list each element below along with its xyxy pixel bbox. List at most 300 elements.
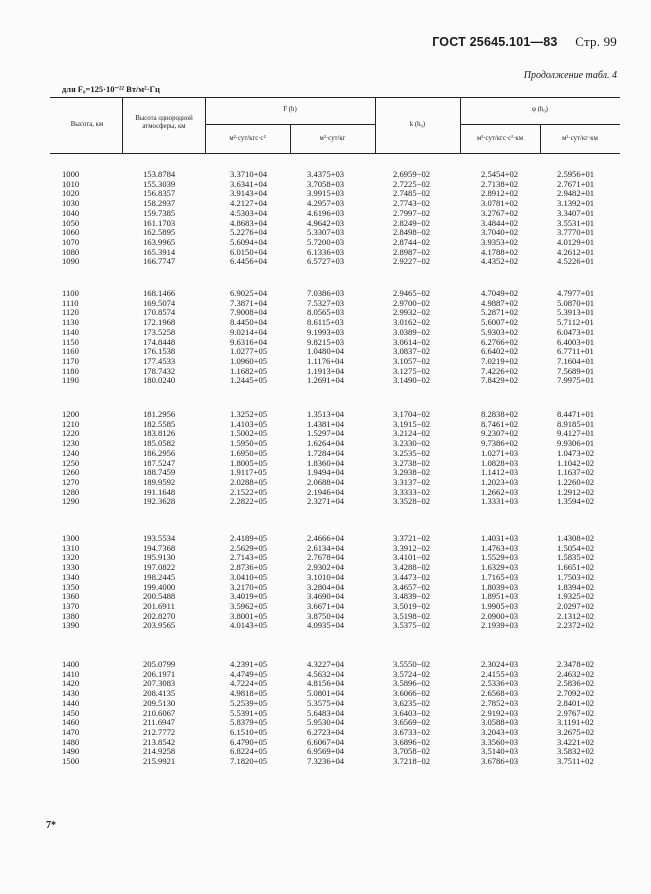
cell-phi-value-1: 2.6568+03 [481, 688, 519, 699]
cell-altitude: 1440 [62, 697, 80, 708]
cell-phi-value-2: 1.1637+02 [557, 467, 595, 478]
page-number: Стр. 99 [575, 34, 617, 49]
cell-k-value: 2.9700−02 [393, 297, 431, 308]
cell-pressure-height: 182.5585 [143, 418, 176, 429]
cell-k-value: 3.4473−02 [393, 571, 431, 582]
cell-f-value-2: 7.3236+04 [307, 756, 345, 766]
page-header [432, 34, 617, 50]
cell-pressure-height: 163.9965 [143, 236, 176, 247]
cell-pressure-height: 189.9592 [143, 476, 176, 487]
cell-phi-value-2: 9.4127+01 [557, 428, 595, 439]
cell-pressure-height: 198.2445 [143, 571, 176, 582]
cell-phi-value-1: 5.6007+02 [481, 317, 519, 328]
cell-f-value-1: 3.8001+05 [230, 610, 268, 621]
cell-phi-value-2: 2.5956+01 [557, 169, 595, 179]
cell-phi-value-2: 9.9306+01 [557, 438, 595, 449]
cell-phi-value-2: 2.0297+02 [557, 600, 595, 611]
cell-f-value-2: 1.5297+04 [307, 428, 345, 439]
cell-altitude: 1290 [62, 496, 80, 507]
cell-altitude: 1130 [62, 317, 79, 328]
cell-f-value-1: 3.4019+05 [230, 591, 268, 602]
cell-f-value-1: 5.2539+05 [230, 697, 268, 708]
cell-f-value-1: 4.2127+04 [230, 198, 268, 209]
cell-pressure-height: 186.2956 [143, 447, 176, 458]
cell-phi-value-2: 4.7977+01 [557, 288, 595, 298]
cell-pressure-height: 176.1538 [143, 346, 176, 357]
cell-k-value: 3.6733−02 [393, 726, 431, 737]
cell-k-value: 3.6896−02 [393, 736, 431, 747]
cell-pressure-height: 200.5488 [143, 591, 176, 602]
cell-k-value: 3.4657−02 [393, 581, 431, 592]
cell-f-value-1: 1.4103+05 [230, 418, 268, 429]
cell-phi-value-2: 2.3478+02 [557, 659, 595, 669]
cell-pressure-height: 172.1968 [143, 317, 176, 328]
cell-phi-value-1: 4.4352+02 [481, 256, 519, 267]
cell-k-value: 3.2124−02 [393, 428, 431, 439]
cell-f-value-1: 5.8379+05 [230, 717, 268, 728]
cell-phi-value-1: 9.2307+02 [481, 428, 519, 439]
cell-k-value: 3.0389−02 [393, 326, 431, 337]
cell-phi-value-2: 7.1604+01 [557, 355, 595, 366]
cell-altitude: 1140 [62, 326, 79, 337]
cell-phi-value-1: 3.0588+03 [481, 717, 519, 728]
cell-f-value-2: 6.2723+04 [307, 726, 345, 737]
cell-f-value-2: 1.1176+04 [307, 355, 344, 366]
cell-altitude: 1220 [62, 428, 80, 439]
cell-phi-value-1: 1.2023+03 [481, 476, 519, 487]
col-phi-group: φ (h₀) [532, 106, 548, 113]
cell-altitude: 1190 [62, 375, 79, 386]
cell-phi-value-1: 2.7852+03 [481, 697, 519, 708]
cell-pressure-height: 192.3628 [143, 496, 176, 507]
cell-altitude: 1100 [62, 288, 79, 298]
cell-f-value-2: 4.5632+04 [307, 668, 345, 679]
cell-altitude: 1420 [62, 678, 80, 689]
cell-f-value-2: 2.4666+04 [307, 533, 345, 543]
cell-phi-value-2: 2.7671+01 [557, 178, 595, 189]
cell-f-value-2: 2.1946+04 [307, 486, 345, 497]
cell-pressure-height: 209.5130 [143, 697, 176, 708]
cell-altitude: 1410 [62, 668, 80, 679]
cell-altitude: 1280 [62, 486, 80, 497]
cell-f-value-1: 1.9117+05 [230, 467, 267, 478]
cell-phi-value-1: 1.0271+03 [481, 447, 519, 458]
cell-phi-value-1: 2.0900+03 [481, 610, 519, 621]
cell-f-value-1: 1.5002+05 [230, 428, 268, 439]
cell-altitude: 1160 [62, 346, 79, 357]
cell-f-value-1: 5.2276+04 [230, 227, 268, 238]
cell-phi-value-1: 3.5140+03 [481, 746, 519, 757]
cell-phi-value-1: 5.2871+02 [481, 307, 519, 318]
cell-f-value-2: 4.3227+04 [307, 659, 345, 669]
cell-f-value-2: 1.8360+04 [307, 457, 345, 468]
cell-phi-value-1: 2.5336+03 [481, 678, 519, 689]
cell-phi-value-1: 1.4031+03 [481, 533, 519, 543]
cell-f-value-2: 5.9530+04 [307, 717, 345, 728]
cell-k-value: 3.3333−02 [393, 486, 431, 497]
cell-k-value: 2.8249−02 [393, 217, 431, 228]
cell-phi-value-1: 3.9353+02 [481, 236, 519, 247]
standard-number: ГОСТ 25645.101—83 [432, 35, 558, 49]
cell-altitude: 1180 [62, 365, 79, 376]
cell-altitude: 1040 [62, 207, 80, 218]
cell-altitude: 1120 [62, 307, 79, 318]
cell-altitude: 1400 [62, 659, 80, 669]
table-row [50, 757, 620, 767]
cell-k-value: 2.8744−02 [393, 236, 431, 247]
cell-pressure-height: 170.8574 [143, 307, 176, 318]
cell-phi-value-1: 2.4155+03 [481, 668, 519, 679]
cell-k-value: 3.5550−02 [393, 659, 431, 669]
cell-altitude: 1090 [62, 256, 80, 267]
cell-altitude: 1010 [62, 178, 80, 189]
cell-k-value: 3.2738−02 [393, 457, 431, 468]
cell-pressure-height: 214.9258 [143, 746, 176, 757]
cell-k-value: 3.4839−02 [393, 591, 431, 602]
cell-pressure-height: 156.8357 [143, 188, 176, 199]
cell-altitude: 1360 [62, 591, 80, 602]
cell-f-value-2: 3.7058+03 [307, 178, 345, 189]
cell-pressure-height: 205.0799 [143, 659, 176, 669]
cell-phi-value-1: 4.9887+02 [481, 297, 519, 308]
cell-f-value-1: 3.2170+05 [230, 581, 268, 592]
footer-mark: 7* [46, 820, 56, 831]
cell-pressure-height: 211.6947 [143, 717, 175, 728]
cell-phi-value-1: 1.0828+03 [481, 457, 519, 468]
cell-f-value-1: 4.9818+05 [230, 688, 268, 699]
cell-phi-value-1: 1.9905+03 [481, 600, 519, 611]
cell-phi-value-1: 1.8951+03 [481, 591, 519, 602]
cell-altitude: 1170 [62, 355, 79, 366]
cell-pressure-height: 153.8784 [143, 169, 176, 179]
cell-f-value-2: 5.0801+04 [307, 688, 345, 699]
cell-k-value: 3.1057−02 [393, 355, 431, 366]
cell-f-value-2: 8.6115+03 [307, 317, 344, 328]
cell-k-value: 3.7218−02 [393, 756, 431, 766]
cell-k-value: 2.7485−02 [393, 188, 431, 199]
cell-f-value-2: 3.4690+04 [307, 591, 345, 602]
cell-pressure-height: 197.0822 [143, 562, 176, 573]
table-row [50, 497, 620, 507]
cell-k-value: 3.0837−02 [393, 346, 431, 357]
cell-phi-value-1: 3.7040+02 [481, 227, 519, 238]
cell-phi-value-1: 8.2838+02 [481, 409, 519, 419]
col-phi-sub1: м²·сут/кгс·с²·км [476, 135, 524, 142]
cell-altitude: 1030 [62, 198, 80, 209]
cell-f-value-2: 4.9642+03 [307, 217, 345, 228]
cell-pressure-height: 207.3083 [143, 678, 176, 689]
cell-k-value: 3.4288−02 [393, 562, 431, 573]
cell-phi-value-2: 2.9482+01 [557, 188, 595, 199]
cell-pressure-height: 213.8542 [143, 736, 176, 747]
cell-f-value-2: 3.4375+03 [307, 169, 345, 179]
cell-f-value-1: 2.5629+05 [230, 542, 268, 553]
cell-f-value-2: 1.4381+04 [307, 418, 345, 429]
cell-phi-value-1: 1.7165+03 [481, 571, 519, 582]
cell-altitude: 1460 [62, 717, 80, 728]
col-f-sub1: м²·сут/кгс·с² [229, 135, 266, 142]
cell-k-value: 3.5375−02 [393, 620, 431, 631]
cell-altitude: 1240 [62, 447, 80, 458]
cell-f-value-1: 3.5962+05 [230, 600, 268, 611]
cell-f-value-2: 3.2804+04 [307, 581, 345, 592]
cell-altitude: 1430 [62, 688, 80, 699]
cell-phi-value-2: 3.1392+01 [557, 198, 595, 209]
cell-phi-value-2: 6.4003+01 [557, 336, 595, 347]
cell-phi-value-2: 1.7503+02 [557, 571, 595, 582]
cell-altitude: 1080 [62, 246, 80, 257]
cell-k-value: 3.1915−02 [393, 418, 431, 429]
cell-phi-value-2: 2.8401+02 [557, 697, 595, 708]
cell-f-value-2: 5.6483+04 [307, 707, 345, 718]
cell-phi-value-1: 3.2767+02 [481, 207, 519, 218]
cell-phi-value-1: 2.7138+02 [481, 178, 519, 189]
cell-f-value-2: 2.6134+04 [307, 542, 345, 553]
cell-k-value: 3.3912−02 [393, 542, 431, 553]
cell-f-value-1: 1.3252+05 [230, 409, 268, 419]
cell-pressure-height: 208.4135 [143, 688, 176, 699]
cell-phi-value-2: 1.8394+02 [557, 581, 595, 592]
cell-phi-value-1: 2.3024+03 [481, 659, 519, 669]
cell-f-value-1: 1.1682+05 [230, 365, 268, 376]
cell-phi-value-1: 1.1412+03 [481, 467, 519, 478]
cell-pressure-height: 188.7459 [143, 467, 176, 478]
cell-altitude: 1380 [62, 610, 80, 621]
cell-f-value-1: 5.6094+04 [230, 236, 268, 247]
cell-k-value: 3.0162−02 [393, 317, 431, 328]
cell-pressure-height: 187.5247 [143, 457, 176, 468]
cell-k-value: 3.1275−02 [393, 365, 431, 376]
cell-f-value-1: 4.8683+04 [230, 217, 268, 228]
table-row [50, 376, 620, 386]
cell-phi-value-1: 3.2043+03 [481, 726, 519, 737]
cell-f-value-2: 6.9569+04 [307, 746, 345, 757]
cell-f-value-1: 3.3710+04 [230, 169, 268, 179]
cell-f-value-1: 2.2822+05 [230, 496, 268, 507]
cell-phi-value-1: 1.5529+03 [481, 552, 519, 563]
cell-pressure-height: 168.1466 [143, 288, 176, 298]
cell-altitude: 1450 [62, 707, 80, 718]
cell-f-value-2: 4.2957+03 [307, 198, 345, 209]
cell-f-value-2: 1.3513+04 [307, 409, 345, 419]
cell-f-value-2: 7.0386+03 [307, 288, 345, 298]
cell-k-value: 2.8498−02 [393, 227, 431, 238]
cell-phi-value-2: 6.0473+01 [557, 326, 595, 337]
col-altitude: Высота, км [70, 121, 104, 128]
cell-pressure-height: 195.9130 [143, 552, 176, 563]
cell-f-value-2: 3.9915+03 [307, 188, 345, 199]
cell-phi-value-2: 3.5531+01 [557, 217, 595, 228]
cell-f-value-2: 7.5327+03 [307, 297, 345, 308]
cell-f-value-1: 4.2391+05 [230, 659, 268, 669]
cell-phi-value-1: 1.8039+03 [481, 581, 519, 592]
cell-pressure-height: 203.9565 [143, 620, 176, 631]
cell-phi-value-2: 4.5226+01 [557, 256, 595, 267]
cell-k-value: 2.7225−02 [393, 178, 431, 189]
cell-f-value-2: 6.5727+03 [307, 256, 345, 267]
cell-f-value-2: 4.0935+04 [307, 620, 345, 631]
cell-f-value-2: 1.9494+04 [307, 467, 345, 478]
cell-pressure-height: 181.2956 [143, 409, 176, 419]
cell-phi-value-1: 4.7049+02 [481, 288, 519, 298]
cell-f-value-1: 6.9025+04 [230, 288, 268, 298]
cell-f-value-2: 2.3271+04 [307, 496, 345, 507]
cell-f-value-1: 3.0410+05 [230, 571, 268, 582]
cell-phi-value-2: 2.5836+02 [557, 678, 595, 689]
cell-pressure-height: 202.8270 [143, 610, 176, 621]
cell-k-value: 2.9932−02 [393, 307, 431, 318]
cell-f-value-1: 5.5391+05 [230, 707, 268, 718]
col-pressure: Высота однородной атмосферы, км [135, 115, 193, 130]
cell-k-value: 3.2535−02 [393, 447, 431, 458]
cell-k-value: 3.3721−02 [393, 533, 431, 543]
cell-k-value: 3.6569−02 [393, 717, 431, 728]
cell-f-value-1: 4.7224+05 [230, 678, 268, 689]
col-f-sub2: м²·сут/кг [319, 135, 346, 142]
cell-f-value-1: 4.0143+05 [230, 620, 268, 631]
cell-phi-value-2: 3.1191+02 [557, 717, 594, 728]
cell-phi-value-2: 1.4308+02 [557, 533, 595, 543]
cell-altitude: 1110 [62, 297, 79, 308]
cell-pressure-height: 155.3039 [143, 178, 176, 189]
cell-altitude: 1230 [62, 438, 80, 449]
cell-pressure-height: 165.3914 [143, 246, 176, 257]
cell-f-value-1: 2.7143+05 [230, 552, 268, 563]
cell-pressure-height: 174.8448 [143, 336, 176, 347]
cell-phi-value-1: 2.9192+03 [481, 707, 519, 718]
cell-altitude: 1500 [62, 756, 80, 766]
cell-phi-value-1: 7.4226+02 [481, 365, 519, 376]
cell-k-value: 2.7997−02 [393, 207, 431, 218]
cell-altitude: 1060 [62, 227, 80, 238]
cell-k-value: 3.5724−02 [393, 668, 431, 679]
cell-phi-value-2: 8.9185+01 [557, 418, 595, 429]
cell-pressure-height: 194.7368 [143, 542, 176, 553]
cell-f-value-1: 6.8224+05 [230, 746, 268, 757]
cell-f-value-2: 9.1993+03 [307, 326, 345, 337]
cell-f-value-1: 7.1820+05 [230, 756, 268, 766]
cell-phi-value-2: 2.4632+02 [557, 668, 595, 679]
cell-f-value-2: 4.6196+03 [307, 207, 345, 218]
cell-phi-value-1: 2.8912+02 [481, 188, 519, 199]
cell-f-value-1: 1.8005+05 [230, 457, 268, 468]
cell-phi-value-2: 3.2675+02 [557, 726, 595, 737]
cell-pressure-height: 159.7385 [143, 207, 176, 218]
cell-pressure-height: 212.7772 [143, 726, 176, 737]
cell-altitude: 1200 [62, 409, 80, 419]
cell-phi-value-2: 2.7092+02 [557, 688, 595, 699]
cell-f-value-2: 1.6264+04 [307, 438, 345, 449]
cell-altitude: 1070 [62, 236, 80, 247]
cell-altitude: 1000 [62, 169, 80, 179]
cell-k-value: 2.9465−02 [393, 288, 431, 298]
cell-altitude: 1370 [62, 600, 80, 611]
col-k: k (h₀) [409, 121, 426, 128]
cell-phi-value-1: 1.3331+03 [481, 496, 519, 507]
cell-altitude: 1490 [62, 746, 80, 757]
cell-altitude: 1340 [62, 571, 80, 582]
cell-phi-value-1: 1.4763+03 [481, 542, 519, 553]
cell-pressure-height: 193.5534 [143, 533, 176, 543]
cell-k-value: 3.3137−02 [393, 476, 431, 487]
cell-phi-value-1: 7.8429+02 [481, 375, 519, 386]
cell-phi-value-2: 8.4471+01 [557, 409, 595, 419]
cell-altitude: 1150 [62, 336, 79, 347]
cell-phi-value-1: 3.4844+02 [481, 217, 519, 228]
cell-k-value: 3.3528−02 [393, 496, 431, 507]
cell-f-value-1: 1.0960+05 [230, 355, 268, 366]
cell-phi-value-1: 8.7461+02 [481, 418, 519, 429]
cell-f-value-2: 5.3307+03 [307, 227, 345, 238]
cell-pressure-height: 201.6911 [143, 600, 175, 611]
cell-k-value: 3.1704−02 [393, 409, 431, 419]
cell-k-value: 3.5896−02 [393, 678, 431, 689]
cell-phi-value-2: 1.3594+02 [557, 496, 595, 507]
cell-pressure-height: 169.5074 [143, 297, 176, 308]
cell-k-value: 3.7058−02 [393, 746, 431, 757]
cell-phi-value-2: 3.7770+01 [557, 227, 595, 238]
cell-f-value-2: 9.8215+03 [307, 336, 345, 347]
cell-phi-value-2: 5.0870+01 [557, 297, 595, 308]
cell-k-value: 3.5198−02 [393, 610, 431, 621]
cell-pressure-height: 199.4000 [143, 581, 176, 592]
cell-altitude: 1270 [62, 476, 80, 487]
cell-phi-value-2: 4.0129+01 [557, 236, 595, 247]
cell-pressure-height: 173.5258 [143, 326, 176, 337]
cell-f-value-1: 7.9008+04 [230, 307, 268, 318]
cell-phi-value-1: 1.2662+03 [481, 486, 519, 497]
cell-f-value-1: 7.3871+04 [230, 297, 268, 308]
cell-pressure-height: 178.7432 [143, 365, 176, 376]
cell-phi-value-2: 7.9975+01 [557, 375, 595, 386]
cell-phi-value-1: 4.1788+02 [481, 246, 519, 257]
cell-phi-value-2: 2.2372+02 [557, 620, 595, 631]
cell-phi-value-1: 3.3560+03 [481, 736, 519, 747]
cell-f-value-1: 1.2445+05 [230, 375, 268, 386]
cell-k-value: 3.1490−02 [393, 375, 431, 386]
cell-k-value: 2.6959−02 [393, 169, 431, 179]
cell-f-value-1: 4.5303+04 [230, 207, 268, 218]
cell-pressure-height: 180.0240 [143, 375, 176, 386]
cell-f-value-2: 4.8156+04 [307, 678, 345, 689]
cell-f-value-2: 3.8750+04 [307, 610, 345, 621]
cell-altitude: 1480 [62, 736, 80, 747]
cell-pressure-height: 183.8126 [143, 428, 176, 439]
col-f-group: F (h) [283, 106, 297, 113]
table-row [50, 621, 620, 631]
cell-phi-value-2: 3.7511+02 [557, 756, 594, 766]
cell-altitude: 1350 [62, 581, 80, 592]
cell-phi-value-1: 2.1939+03 [481, 620, 519, 631]
cell-pressure-height: 215.9921 [143, 756, 176, 766]
cell-phi-value-2: 3.4221+02 [557, 736, 595, 747]
cell-phi-value-2: 6.7711+01 [557, 346, 594, 357]
cell-phi-value-2: 1.0473+02 [557, 447, 595, 458]
table-row [50, 257, 620, 267]
cell-phi-value-2: 1.6651+02 [557, 562, 595, 573]
cell-f-value-2: 6.6067+04 [307, 736, 345, 747]
cell-altitude: 1470 [62, 726, 80, 737]
cell-k-value: 2.7743−02 [393, 198, 431, 209]
cell-pressure-height: 206.1971 [143, 668, 176, 679]
cell-f-value-2: 6.1336+03 [307, 246, 345, 257]
cell-f-value-2: 2.7678+04 [307, 552, 345, 563]
cell-f-value-1: 9.6316+04 [230, 336, 268, 347]
cell-f-value-1: 6.1510+05 [230, 726, 268, 737]
cell-phi-value-2: 1.2260+02 [557, 476, 595, 487]
cell-phi-value-1: 7.0219+02 [481, 355, 519, 366]
cell-phi-value-1: 3.0781+02 [481, 198, 519, 209]
